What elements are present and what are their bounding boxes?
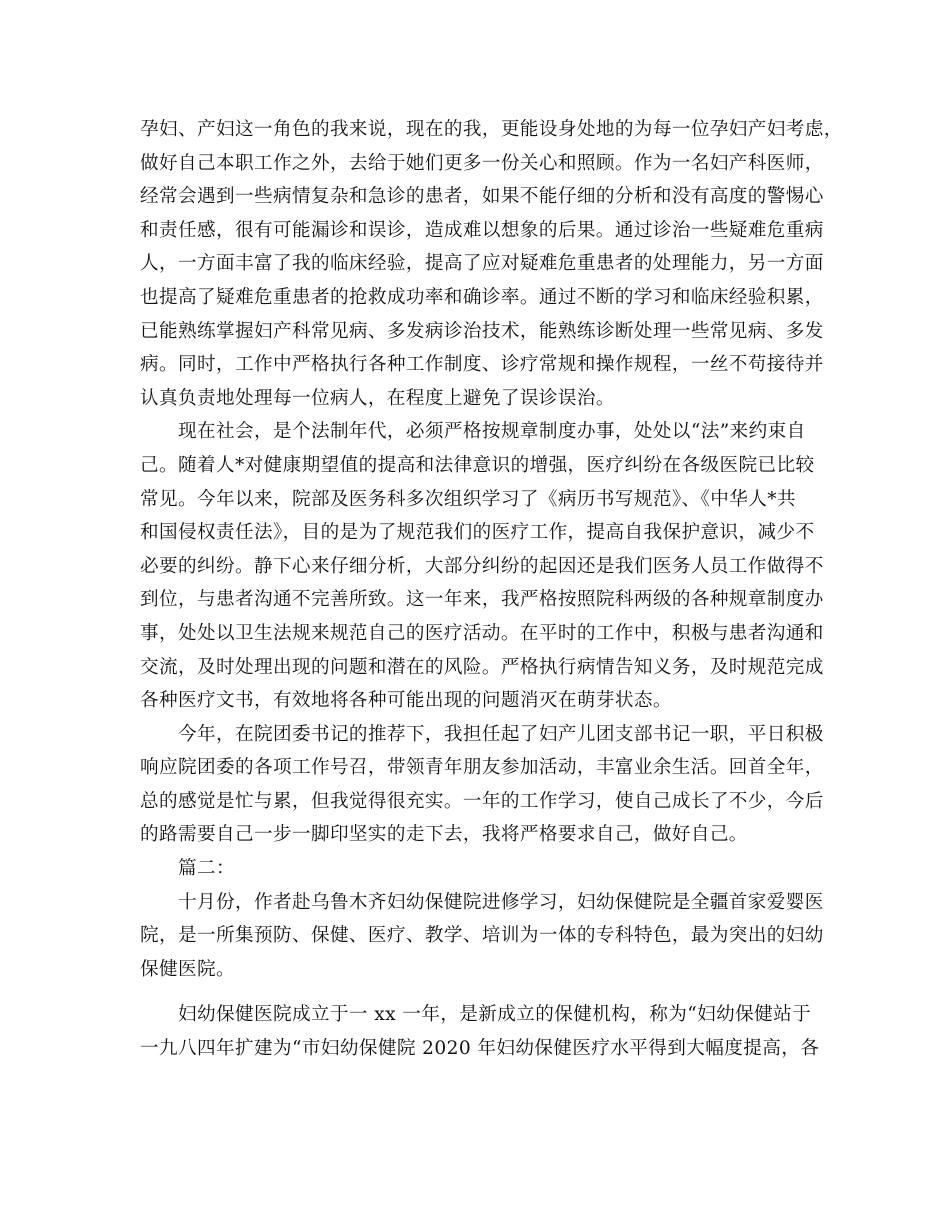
body-text xyxy=(140,113,843,1066)
text-line: 的路需要自己一步一脚印坚实的走下去，我将严格要求自己，做好自己。 xyxy=(140,824,748,846)
text-line: 院，是一所集预防、保健、医疗、教学、培训为一体的专科特色，最为突出的妇幼 xyxy=(140,925,824,947)
section-heading: 篇二： xyxy=(140,858,235,880)
text-line: 事，处处以卫生法规来规范自己的医疗活动。在平时的工作中，积极与患者沟通和 xyxy=(140,622,824,644)
text-line: 交流，及时处理出现的问题和潜在的风险。严格执行病情告知义务，及时规范完成 xyxy=(140,656,824,678)
text-line: 总的感觉是忙与累，但我觉得很充实。一年的工作学习，使自己成长了不少，今后 xyxy=(140,790,824,812)
text-line: 响应院团委的各项工作号召，带领青年朋友参加活动，丰富业余生活。回首全年， xyxy=(140,757,824,779)
text-line: 已能熟练掌握妇产科常见病、多发病诊治技术，能熟练诊断处理一些常见病、多发 xyxy=(140,320,824,342)
text-line: 到位，与患者沟通不完善所致。这一年来，我严格按照院科两级的各种规章制度办 xyxy=(140,589,824,611)
paragraph-gap xyxy=(140,986,820,998)
text-line: 一九八四年扩建为“市妇幼保健院 2020 年妇幼保健医疗水平得到大幅度提高，各 xyxy=(140,1038,820,1060)
text-line: 必要的纠纷。静下心来仔细分析，大部分纠纷的起因还是我们医务人员工作做得不 xyxy=(140,555,824,577)
text-line: 做好自己本职工作之外，去给于她们更多一份关心和照顾。作为一名妇产科医师， xyxy=(140,152,824,174)
text-line: 常见。今年以来，院部及医务科多次组织学习了《病历书写规范》、《中华人*共 xyxy=(140,488,796,510)
text-line: 己。随着人*对健康期望值的提高和法律意识的增强，医疗纠纷在各级医院已比较 xyxy=(140,454,815,476)
text-line: 各种医疗文书，有效地将各种可能出现的问题消灭在萌芽状态。 xyxy=(140,690,672,712)
text-line: 现在社会，是个法制年代，必须严格按规章制度办事，处处以“法”来约束自 xyxy=(140,421,806,443)
text-line: 妇幼保健医院成立于一 xx 一年，是新成立的保健机构，称为“妇幼保健站于 xyxy=(140,1004,812,1026)
text-line: 认真负责地处理每一位病人，在程度上避免了误诊误治。 xyxy=(140,387,615,409)
text-line: 十月份，作者赴乌鲁木齐妇幼保健院进修学习，妇幼保健院是全疆首家爱婴医 xyxy=(140,891,824,913)
text-line: 病。同时，工作中严格执行各种工作制度、诊疗常规和操作规程，一丝不苟接待并 xyxy=(140,354,824,376)
text-line: 也提高了疑难危重患者的抢救成功率和确诊率。通过不断的学习和临床经验积累， xyxy=(140,286,824,308)
text-line: 和责任感，很有可能漏诊和误诊，造成难以想象的后果。通过诊治一些疑难危重病 xyxy=(140,219,824,241)
text-line: 人，一方面丰富了我的临床经验，提高了应对疑难危重患者的处理能力，另一方面 xyxy=(140,253,824,275)
text-line: 和国侵权责任法》，目的是为了规范我们的医疗工作，提高自我保护意识，减少不 xyxy=(140,522,815,544)
text-line: 孕妇、产妇这一角色的我来说，现在的我，更能设身处地的为每一位孕妇产妇考虑， xyxy=(140,119,843,140)
text-line: 经常会遇到一些病情复杂和急诊的患者，如果不能仔细的分析和没有高度的警惕心 xyxy=(140,186,824,208)
text-line: 保健医院。 xyxy=(140,958,235,980)
text-line: 今年，在院团委书记的推荐下，我担任起了妇产儿团支部书记一职，平日积极 xyxy=(140,723,824,745)
